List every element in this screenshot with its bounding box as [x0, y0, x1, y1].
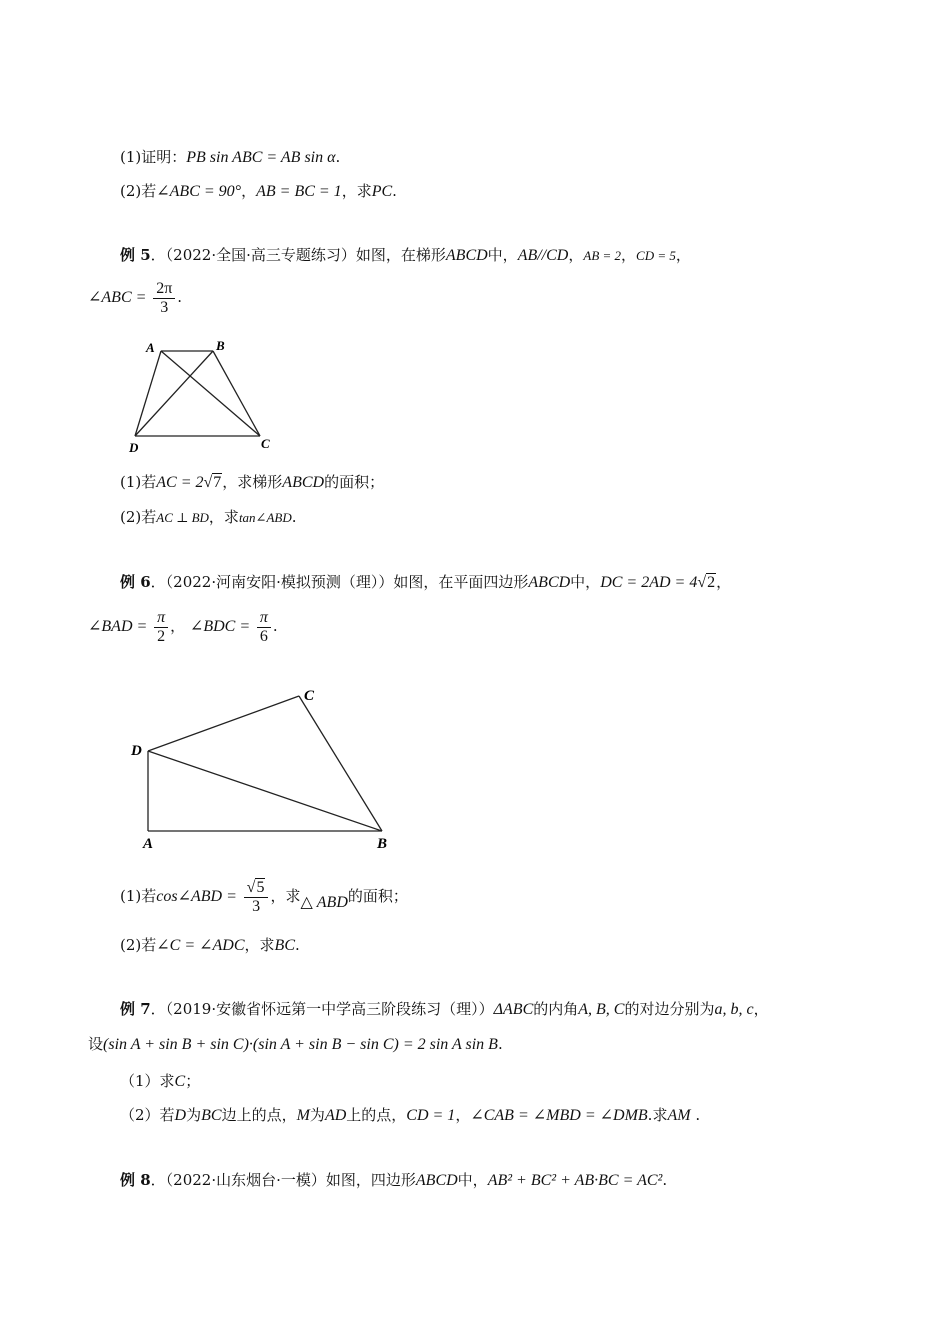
edge-bc	[213, 351, 260, 436]
edge-da	[135, 351, 161, 436]
part-2-line: (2)若∠ABC = 90°，AB = BC = 1，求PC.	[120, 182, 397, 200]
diagonal-bd	[135, 351, 213, 436]
label-a: A	[146, 340, 155, 355]
angle-bdc-fraction: $\frac{\pi}{6}$	[257, 609, 271, 646]
example-8-heading: 例 8．（2022·山东烟台·一模）如图，四边形ABCD中，AB² + BC² + AB·BC = AC².	[120, 1171, 668, 1189]
example-7-equation: 设(sin A + sin B + sin C)·(sin A + sin B − sin C) = 2 sin A sin B.	[88, 1035, 503, 1053]
example-5-angle: ∠ABC = $\frac{2\pi}{3}$ .	[88, 279, 183, 316]
label-b: B	[377, 836, 388, 852]
cos-fraction: $\frac{√5}{3}$	[244, 879, 269, 916]
edge-cd	[148, 696, 299, 751]
quadrilateral-figure	[128, 683, 398, 853]
label-b: B	[216, 338, 225, 353]
label-c: C	[304, 688, 315, 704]
example-5-heading: 例 5．（2022·全国·高三专题练习）如图，在梯形ABCD中，AB//CD，AB = 2，CD = 5，	[120, 246, 691, 264]
edge-bc	[299, 696, 382, 831]
angle-bad-fraction: $\frac{\pi}{2}$	[154, 609, 168, 646]
example-7-q1: （1）求C；	[120, 1072, 201, 1090]
part-1-line: (1)证明：PB sin ABC = AB sin α.	[120, 148, 341, 166]
example-6-heading: 例 6．（2022·河南安阳·模拟预测（理））如图，在平面四边形ABCD中，DC = 2AD = 4√2，	[120, 573, 732, 591]
example-6-angles: ∠BAD = $\frac{\pi}{2}$ ， ∠BDC = $\frac{\pi}{6}$ .	[88, 608, 278, 645]
diagonal-bd	[148, 751, 382, 831]
part-1-formula: PB sin ABC = AB sin α	[186, 149, 336, 166]
example-7-heading: 例 7．（2019·安徽省怀远第一中学高三阶段练习（理））ΔABC的内角A, B, C的对边分别为a, b, c，	[120, 1000, 769, 1018]
label-a: A	[143, 836, 154, 852]
angle-fraction: $\frac{2\pi}{3}$	[153, 280, 175, 317]
label-d: D	[131, 743, 142, 759]
example-5-q1: (1)若AC = 2√7，求梯形ABCD的面积；	[120, 473, 385, 491]
diagonal-ac	[161, 351, 260, 436]
label-c: C	[261, 436, 270, 451]
example-7-q2: （2）若D为BC边上的点，M为AD上的点，CD = 1，∠CAB = ∠MBD = ∠DMB.求AM .	[120, 1106, 701, 1124]
example-5-q2: (2)若AC ⊥ BD，求tan∠ABD.	[120, 508, 297, 526]
label-d: D	[129, 440, 139, 455]
example-6-q1: (1)若cos∠ABD = $\frac{√5}{3}$ ，求△ ABD的面积；	[120, 878, 408, 915]
example-6-q2: (2)若∠C = ∠ADC，求BC.	[120, 936, 300, 954]
trapezoid-figure	[125, 336, 280, 456]
